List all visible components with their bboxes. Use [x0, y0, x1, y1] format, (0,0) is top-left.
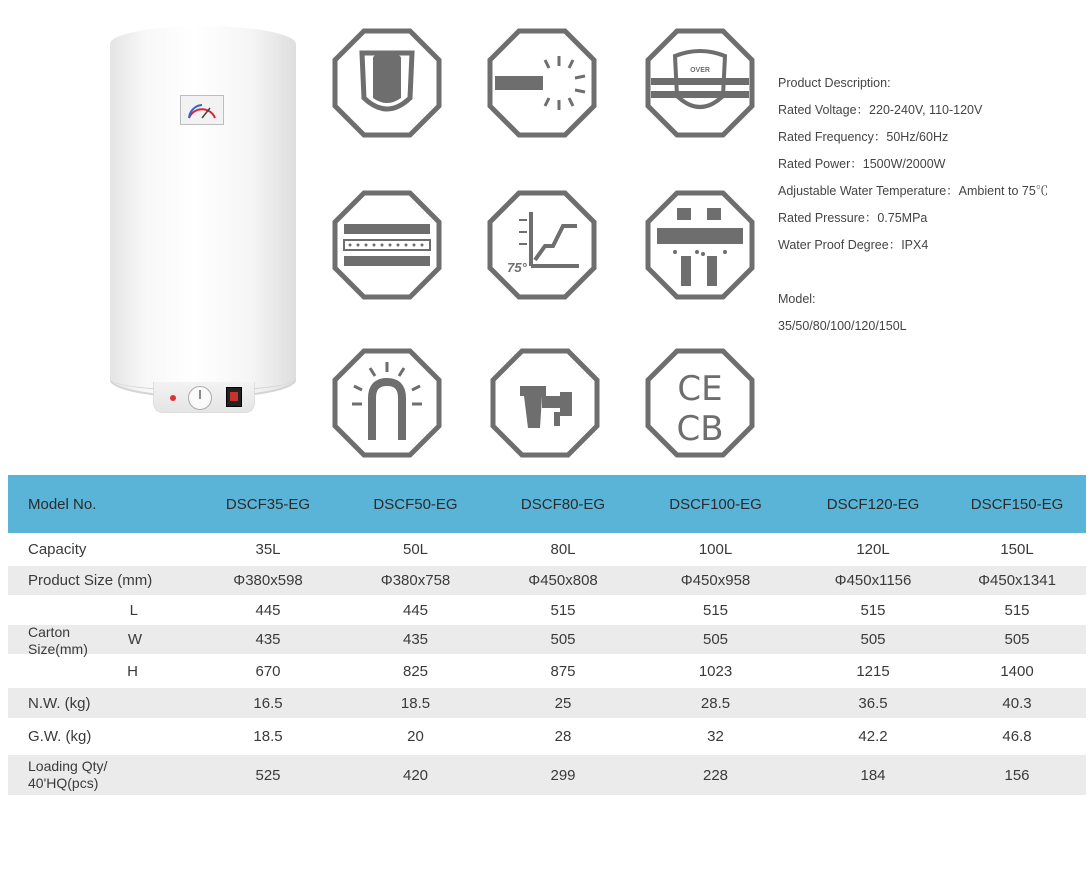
insulation-layer-icon	[332, 190, 442, 300]
product-description	[778, 74, 1078, 344]
temperature-knob-icon	[188, 386, 212, 410]
table-row-carton-w	[8, 625, 1086, 654]
row-label: N.W. (kg)	[28, 694, 91, 712]
table-cell: Φ450x808	[528, 572, 598, 589]
table-row-carton-h	[8, 654, 1086, 688]
spec-table	[8, 475, 1086, 795]
ce-cb-certification-icon	[645, 348, 755, 458]
spec-pressure: Rated Pressure：0.75MPa	[778, 211, 928, 225]
svg-text:CB: CB	[676, 409, 724, 449]
table-cell: 25	[554, 694, 572, 712]
table-cell: Φ380x758	[380, 572, 451, 589]
header-model: DSCF35-EG	[225, 495, 311, 513]
model-label: Model:	[778, 292, 816, 306]
thermometer-gauge-icon	[180, 95, 224, 125]
table-cell: 515	[860, 601, 886, 619]
model-list: 35/50/80/100/120/150L	[778, 319, 907, 333]
power-switch-icon	[226, 387, 242, 407]
table-cell: 42.2	[858, 728, 888, 745]
safety-valve-icon	[645, 190, 755, 300]
table-cell: 35L	[255, 541, 281, 558]
table-cell: 825	[402, 662, 429, 680]
table-row-product-size	[8, 566, 1086, 595]
table-cell: 1023	[698, 662, 733, 680]
table-cell: 299	[550, 766, 576, 784]
carton-w-label: W	[127, 631, 142, 648]
indicator-light-icon	[170, 395, 176, 401]
table-cell: 40.3	[1002, 694, 1032, 712]
table-cell: 515	[702, 601, 729, 619]
table-row-net-weight	[8, 688, 1086, 718]
carton-h-label: H	[127, 662, 138, 680]
table-cell: 184	[860, 766, 886, 784]
header-model: DSCF150-EG	[970, 495, 1064, 513]
table-cell: 445	[402, 601, 429, 619]
water-heater-image	[108, 20, 298, 420]
table-cell: 875	[550, 662, 576, 680]
table-cell: 32	[707, 728, 724, 745]
table-cell: 150L	[1000, 541, 1034, 558]
table-cell: Φ450x1341	[978, 572, 1056, 589]
header-model: DSCF50-EG	[373, 495, 458, 513]
table-cell: 228	[702, 766, 729, 784]
heater-tank	[110, 26, 296, 398]
carton-l-label: L	[129, 601, 138, 619]
description-heading: Product Description:	[778, 76, 891, 90]
faucet-valve-icon	[490, 348, 600, 458]
table-cell: 46.8	[1002, 728, 1032, 745]
table-cell: 1400	[1000, 662, 1034, 680]
spec-temperature: Adjustable Water Temperature：Ambient to 75℃	[778, 184, 1049, 198]
row-label: Product Size (mm)	[28, 572, 153, 589]
table-cell: Φ450x958	[680, 572, 751, 589]
table-cell: 435	[255, 631, 281, 648]
table-row-loading-qty	[8, 755, 1086, 795]
table-cell: 515	[1004, 601, 1030, 619]
spec-power: Rated Power：1500W/2000W	[778, 157, 946, 171]
table-cell: 420	[402, 766, 429, 784]
header-model: DSCF100-EG	[669, 495, 762, 513]
table-cell: 435	[402, 631, 429, 648]
overheat-protection-shield-icon	[645, 28, 755, 138]
header-model-no: Model No.	[28, 495, 97, 513]
row-label: Capacity	[28, 541, 87, 558]
table-cell: 505	[1004, 631, 1030, 648]
table-cell: 505	[702, 631, 729, 648]
table-cell: 18.5	[253, 728, 283, 745]
table-cell: 36.5	[858, 694, 888, 712]
table-cell: 50L	[402, 541, 429, 558]
table-row-gross-weight	[8, 718, 1086, 755]
table-cell: 505	[860, 631, 886, 648]
table-cell: 120L	[856, 541, 890, 558]
row-label: G.W. (kg)	[28, 728, 92, 745]
table-cell: 28	[554, 728, 572, 745]
table-cell: 20	[407, 728, 424, 745]
table-cell: 156	[1004, 766, 1030, 784]
table-cell: 445	[255, 601, 281, 619]
control-panel	[153, 382, 255, 413]
magnesium-anode-icon	[332, 348, 442, 458]
temperature-control-icon	[487, 190, 597, 300]
header-model: DSCF80-EG	[520, 495, 606, 513]
carton-size-label: Carton Size(mm)	[28, 624, 88, 657]
table-cell: 515	[550, 601, 576, 619]
svg-text:CE: CE	[677, 369, 723, 409]
svg-text:OVER: OVER	[690, 67, 710, 74]
table-row-carton-l	[8, 595, 1086, 625]
table-cell: 18.5	[400, 694, 431, 712]
heating-element-icon	[487, 28, 597, 138]
table-cell: 28.5	[700, 694, 731, 712]
table-cell: 1215	[856, 662, 890, 680]
table-cell: Φ450x1156	[834, 572, 912, 589]
spec-waterproof: Water Proof Degree：IPX4	[778, 238, 929, 252]
table-cell: 100L	[698, 541, 733, 558]
table-cell: 505	[550, 631, 576, 648]
row-label: Loading Qty/ 40'HQ(pcs)	[28, 758, 108, 791]
table-cell: 16.5	[253, 694, 283, 712]
spec-frequency: Rated Frequency：50Hz/60Hz	[778, 130, 949, 144]
table-cell: Φ380x598	[233, 572, 303, 589]
spec-voltage: Rated Voltage：220-240V, 110-120V	[778, 103, 983, 117]
header-model: DSCF120-EG	[826, 495, 920, 513]
table-cell: 80L	[550, 541, 576, 558]
table-cell: 525	[255, 766, 281, 784]
svg-text:75°: 75°	[507, 260, 527, 275]
inner-tank-shield-icon	[332, 28, 442, 138]
table-cell: 670	[255, 662, 281, 680]
table-row-capacity	[8, 533, 1086, 566]
table-header-row	[8, 475, 1086, 533]
